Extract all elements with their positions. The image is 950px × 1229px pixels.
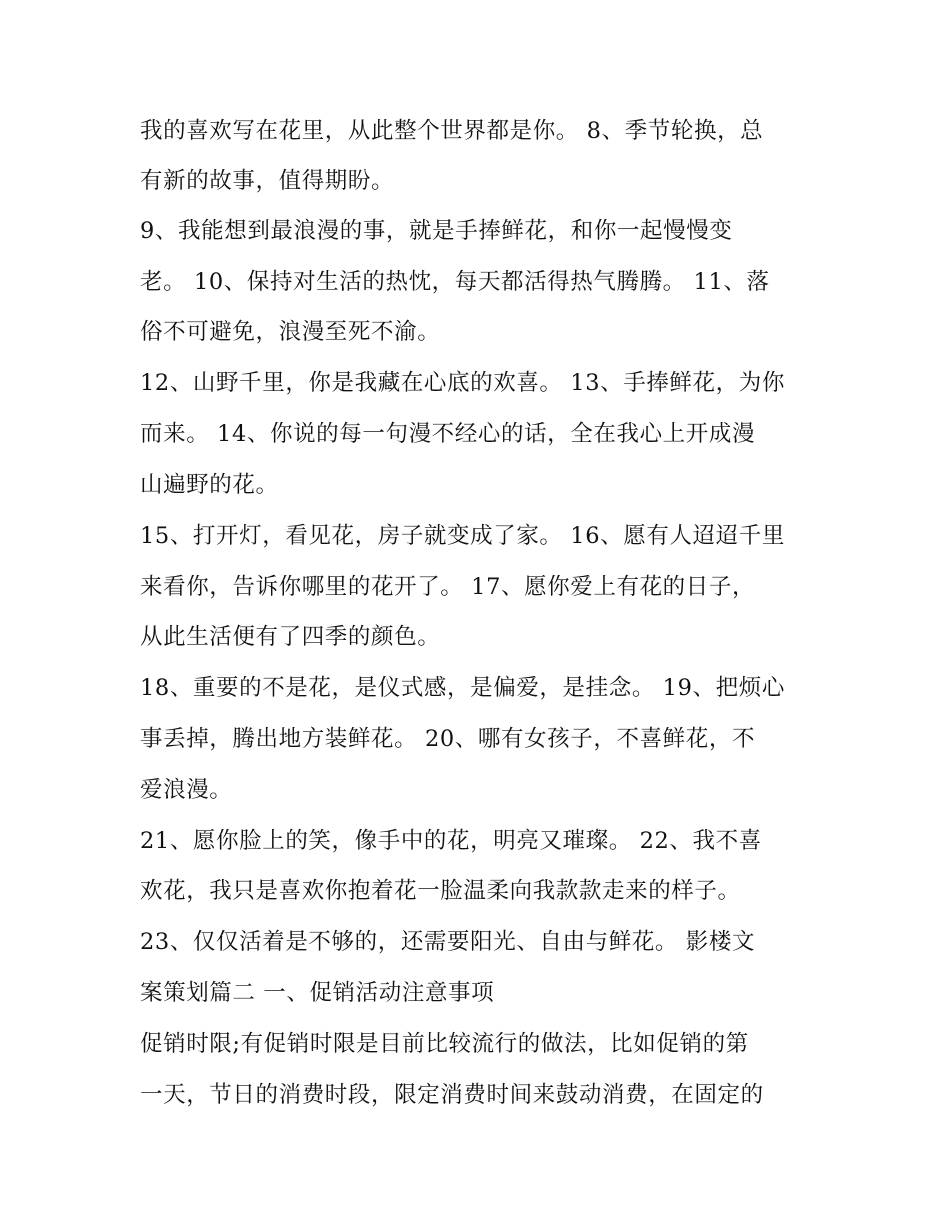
text-line: 从此生活便有了四季的颜色。 — [140, 624, 441, 650]
text-line: 促销时限;有促销时限是目前比较流行的做法，比如促销的第 — [140, 1031, 749, 1057]
text-line: 事丢掉，腾出地方装鲜花。 20、哪有女孩子，不喜鲜花，不 — [140, 726, 756, 752]
text-line: 山遍野的花。 — [140, 472, 279, 498]
text-line: 9、我能想到最浪漫的事，就是手捧鲜花，和你一起慢慢变 — [140, 218, 733, 244]
text-line: 18、重要的不是花，是仪式感，是偏爱，是挂念。 19、把烦心 — [140, 675, 785, 701]
text-line: 欢花，我只是喜欢你抱着花一脸温柔向我款款走来的样子。 — [140, 878, 741, 904]
text-line: 21、愿你脸上的笑，像手中的花，明亮又璀璨。 22、我不喜 — [140, 828, 762, 854]
text-line: 来看你，告诉你哪里的花开了。 17、愿你爱上有花的日子， — [140, 574, 756, 600]
text-line: 12、山野千里，你是我藏在心底的欢喜。 13、手捧鲜花，为你 — [140, 370, 785, 396]
text-line: 老。 10、保持对生活的热忱，每天都活得热气腾腾。 11、落 — [140, 269, 770, 295]
text-line: 爱浪漫。 — [140, 777, 233, 803]
text-line: 有新的故事，值得期盼。 — [140, 168, 395, 194]
text-line: 案策划篇二 一、促销活动注意事项 — [140, 980, 495, 1006]
text-line: 15、打开灯，看见花，房子就变成了家。 16、愿有人迢迢千里 — [140, 523, 785, 549]
text-line: 而来。 14、你说的每一句漫不经心的话，全在我心上开成漫 — [140, 421, 756, 447]
text-line: 23、仅仅活着是不够的，还需要阳光、自由与鲜花。 影楼文 — [140, 929, 756, 955]
text-line: 一天，节日的消费时段，限定消费时间来鼓动消费，在固定的 — [140, 1082, 764, 1108]
text-line: 俗不可避免，浪漫至死不渝。 — [140, 319, 441, 345]
text-line: 我的喜欢写在花里，从此整个世界都是你。 8、季节轮换，总 — [140, 118, 764, 144]
